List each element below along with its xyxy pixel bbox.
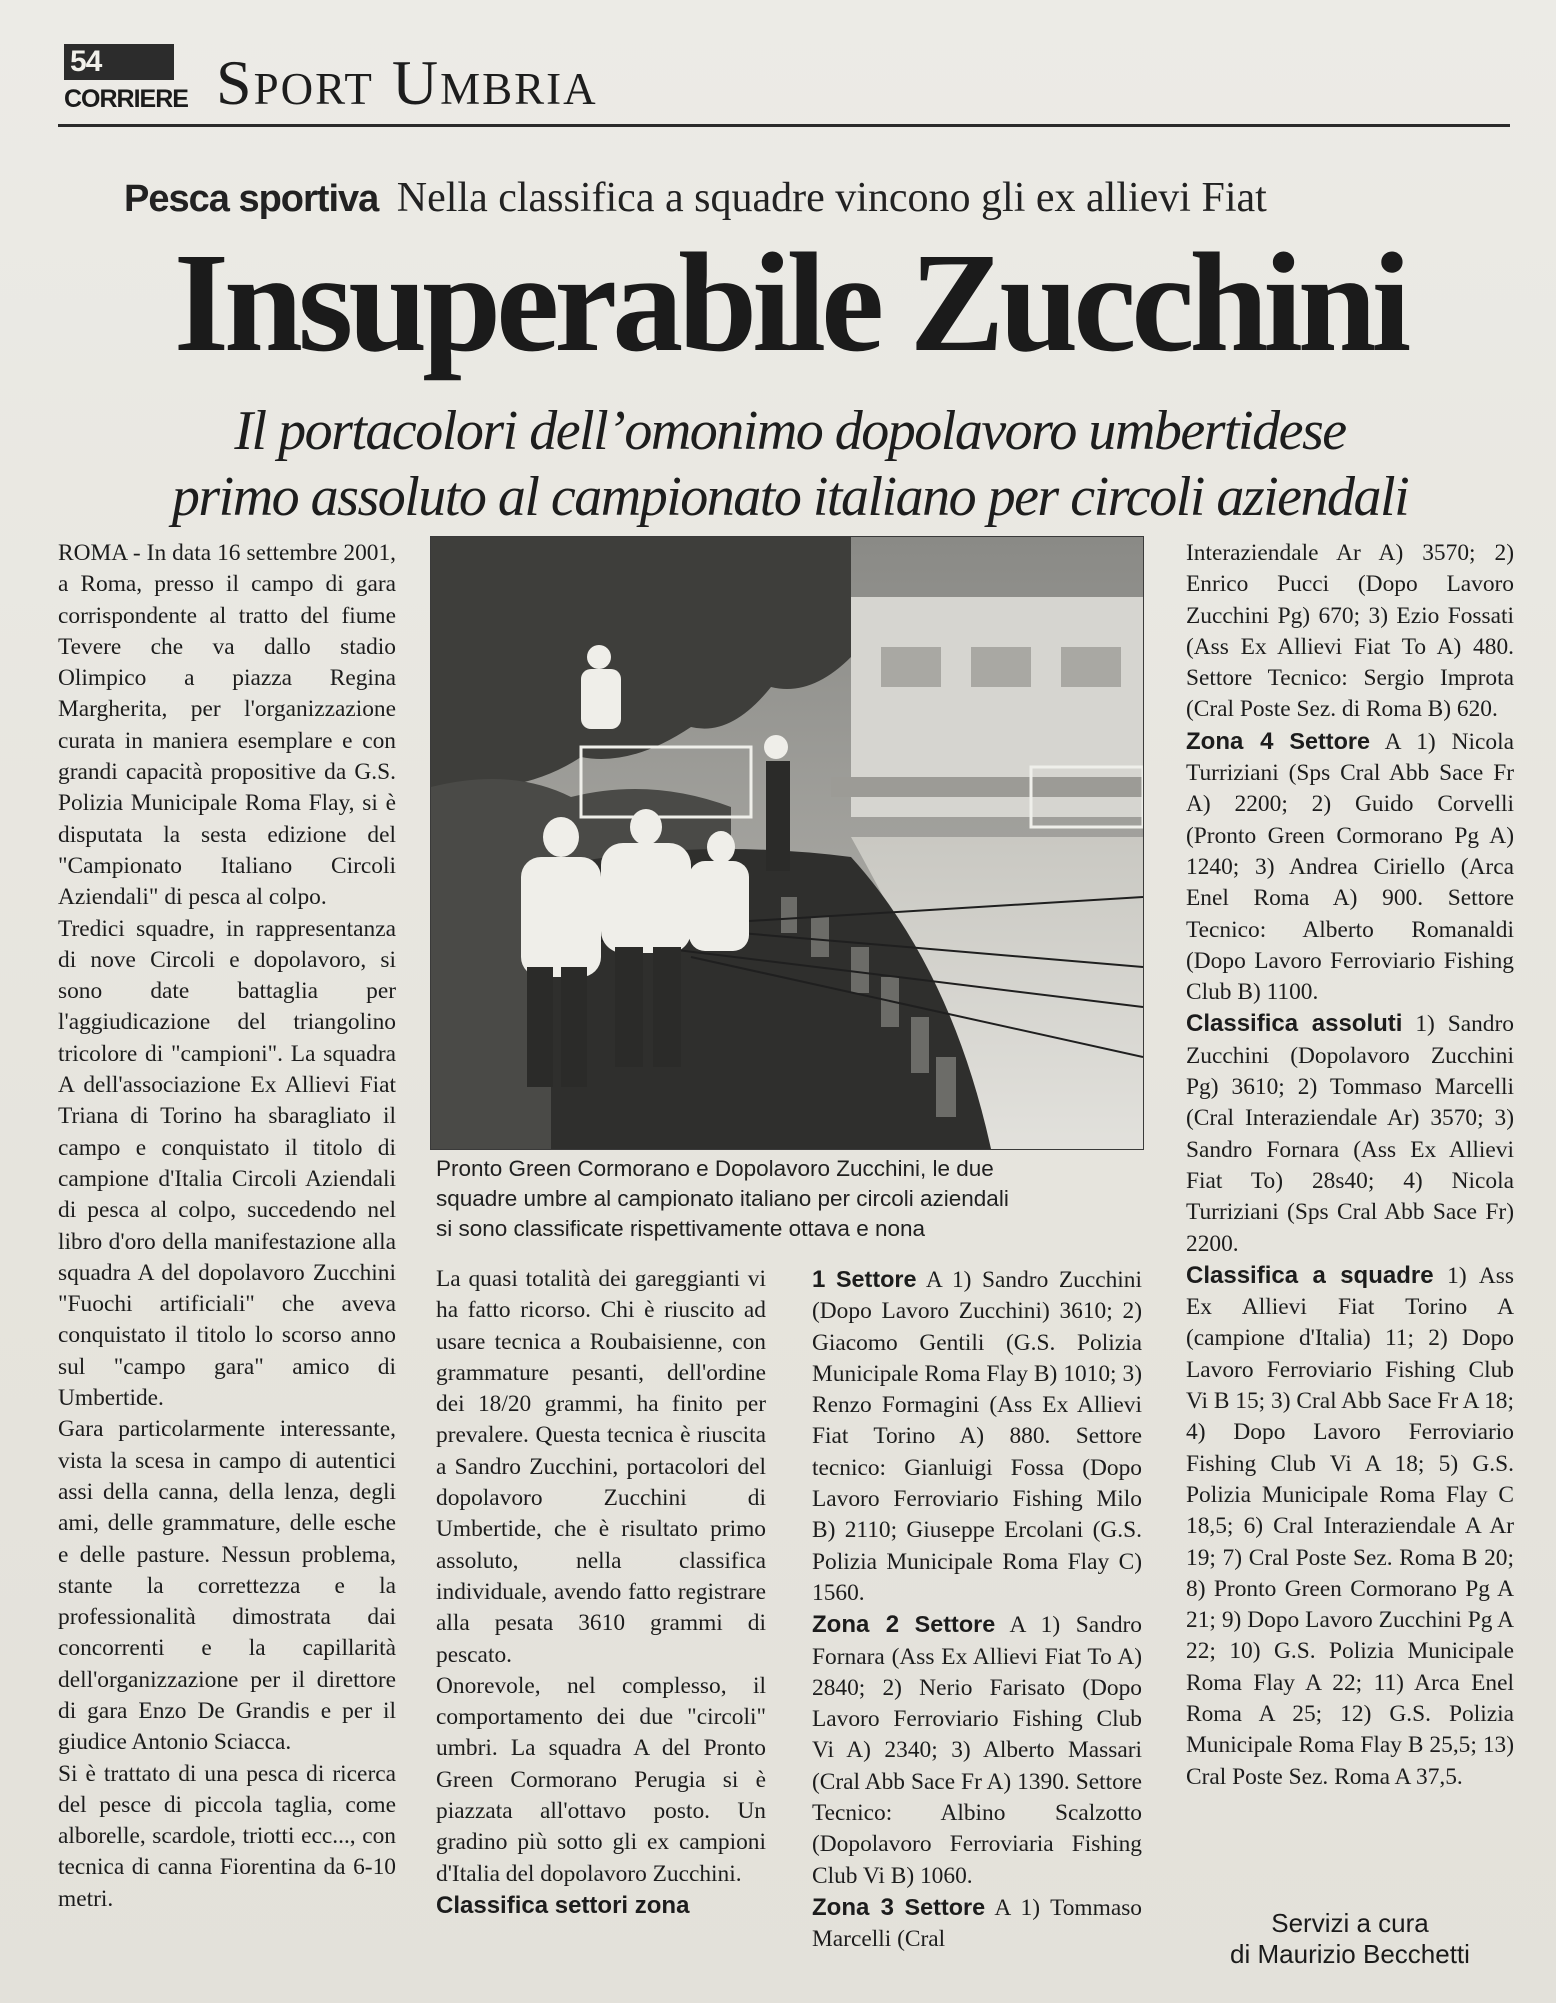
paragraph: La quasi totalità dei gareggianti vi ha fatto ricorso. Chi è riuscito ad usare tecnica a Roubaisienne, con grammature pesanti, dell'ordine dei 18/20 grammi, ha finito per prevalere. Questa tecnica è riuscita a Sandro Zucchini, portacolori del dopolavoro Zucchini di Umbertide, che è risultato primo assoluto, nella classifica individuale, avendo fatto registrare alla pesata 3610 grammi di pescato. <box>436 1266 766 1668</box>
kicker-label: Pesca sportiva <box>124 178 379 220</box>
results-text: A 1) Sandro Zucchini (Dopo Lavoro Zucchini) 3610; 2) Giacomo Gentili (G.S. Polizia Municipale Roma Flay B) 1010; 3) Renzo Formagini (Ass Ex Allievi Fiat Torino A) 880. Settore tecnico: Gianluigi Fossa (Dopo Lavoro Ferroviario Fishing Milo B) 2110; Giuseppe Ercolani (G.S. Polizia Municipale Roma Flay C) 1560. <box>812 1267 1142 1606</box>
newspaper-name: CORRIERE <box>64 85 188 113</box>
article-column-4 <box>1186 538 1514 1968</box>
results-text: 1) Sandro Zucchini (Dopolavoro Zucchini Pg) 3610; 2) Tommaso Marcelli (Cral Interaziendale Ar) 3570; 3) Sandro Fornara (Ass Ex Allievi Fiat To) 28s40; 4) Nicola Turriziani (Sps Cral Abb Sace Fr) 2200. <box>1186 1011 1514 1257</box>
paragraph: Gara particolarmente interessante, vista la scesa in campo di autentici assi della canna, della lenza, degli ami, delle grammature, delle esche e delle pasture. Nessun problema, stante la correttezza e la professionalità dimostrata dai concorrenti e la capillarità dell'organizzazione per il direttore di gara Enzo De Grandis e per il giudice Antonio Sciacca. <box>58 1416 396 1756</box>
ranking-label: Classifica assoluti <box>1186 1010 1403 1038</box>
paragraph: Interaziendale Ar A) 3570; 2) Enrico Pucci (Dopo Lavoro Zucchini Pg) 670; 3) Ezio Fossati (Ass Ex Allievi Fiat To A) 480. Settore Tecnico: Sergio Improta (Cral Poste Sez. di Roma B) 620. <box>1186 540 1514 723</box>
kicker <box>124 168 1454 228</box>
ranking-label: Classifica a squadre <box>1186 1261 1434 1289</box>
results-squadre <box>1186 1260 1514 1793</box>
masthead-rule <box>58 124 1510 127</box>
results-text: 1) Ass Ex Allievi Fiat Torino A (campione d'Italia) 11; 2) Dopo Lavoro Ferroviario Fishing Club Vi B 15; 3) Cral Abb Sace Fr A 18; 4) Dopo Lavoro Ferroviario Fishing Club Vi A 18; 5) G.S. Polizia Municipale Roma Flay C 18,5; 6) Cral Interaziendale A Ar 19; 7) Cral Poste Sez. Roma B 20; 8) Pronto Green Cormorano Pg A 21; 9) Dopo Lavoro Zucchini Pg A 22; 10) G.S. Polizia Municipale Roma Flay A 22; 11) Arca Enel Roma A 25; 12) G.S. Polizia Municipale Roma Flay B 25,5; 13) Cral Poste Sez. Roma A 37,5. <box>1186 1262 1515 1790</box>
results-assoluti <box>1186 1008 1514 1259</box>
caption-line-3: si sono classificate rispettivamente ottava e nona <box>436 1216 926 1241</box>
article-column-1 <box>58 538 396 1968</box>
settore-label: Settore <box>914 1611 996 1638</box>
section-title: Sport Umbria <box>216 47 598 118</box>
settore-label: Settore <box>1289 727 1370 754</box>
signoff-line-2: di Maurizio Becchetti <box>1230 1939 1470 1969</box>
byline-signoff <box>1186 1908 1514 1972</box>
masthead <box>58 44 1508 126</box>
paragraph: ROMA - In data 16 settembre 2001, a Roma, presso il campo di gara corrispondente al tratto del fiume Tevere che va dallo stadio Olimpico a piazza Regina Margherita, per l'organizzazione curata in maniera esemplare e con grandi capacità propositive da G.S. Polizia Municipale Roma Flay, si è disputata la sesta edizione del "Campionato Italiano Circoli Aziendali" di pesca al colpo. <box>58 540 396 911</box>
headline: Insuperabile Zucchini <box>173 223 1407 381</box>
zone-label: Zona 3 <box>812 1893 895 1921</box>
paragraph: Tredici squadre, in rappresentanza di nove Circoli e dopolavoro, si sono date battaglia per l'aggiudicazione del triangolino tricolore di "campioni". La squadra A dell'associazione Ex Allievi Fiat Triana di Torino ha sbaragliato il campo e conquistato il titolo di campione d'Italia Circoli Aziendali di pesca al colpo, succedendo nel libro d'oro della manifestazione alla squadra A del dopolavoro Zucchini "Fuochi artificiali" che aveva conquistato il titolo lo scorso anno sul "campo gara" amico di Umbertide. <box>58 915 396 1412</box>
photo-caption <box>436 1154 1148 1250</box>
results-zone-1 <box>812 1264 1142 1609</box>
settore-label: Settore <box>904 1893 986 1920</box>
subheadline-line-1: Il portacolori dell’omonimo dopolavoro umbertidese <box>234 400 1346 462</box>
zone-label: 1 <box>812 1266 826 1293</box>
settore-label: Settore <box>835 1266 917 1292</box>
subheadline <box>110 398 1470 538</box>
zone-label: Zona 4 <box>1186 727 1274 755</box>
zone-label: Zona 2 <box>812 1611 900 1639</box>
article-column-2 <box>436 1264 766 1968</box>
caption-line-2: squadre umbre al campionato italiano per circoli aziendali <box>436 1186 1009 1211</box>
subheadline-line-2: primo assoluto al campionato italiano per circoli aziendali <box>171 466 1409 528</box>
kicker-text: Nella classifica a squadre vincono gli ex allievi Fiat <box>396 175 1267 221</box>
article-column-3 <box>812 1264 1142 1968</box>
paragraph: Si è trattato di una pesca di ricerca del pesce di piccola taglia, come alborelle, scardole, triotti ecc..., con tecnica di canna Fiorentina da 6-10 metri. <box>58 1760 396 1912</box>
fishing-scene-image <box>431 537 1143 1149</box>
article-photo <box>430 536 1144 1150</box>
subsection-heading: Classifica settori zona <box>436 1891 690 1919</box>
page-number: 54 <box>64 44 174 80</box>
results-text: A 1) Nicola Turriziani (Sps Cral Abb Sace Fr A) 2200; 2) Guido Corvelli (Pronto Green Cormorano Pg A) 1240; 3) Andrea Ciriello (Arca Enel Roma A) 900. Settore Tecnico: Alberto Romanaldi (Dopo Lavoro Ferroviario Fishing Club B) 1100. <box>1186 728 1515 1006</box>
results-zone-2 <box>812 1609 1142 1892</box>
paragraph: Onorevole, nel complesso, il comportamento dei due "circoli" umbri. La squadra A del Pronto Green Cormorano Perugia si è piazzata all'ottavo posto. Un gradino più sotto gli ex campioni d'Italia del dopolavoro Zucchini. <box>436 1672 766 1887</box>
results-text: A 1) Tommaso Marcelli (Cral <box>812 1894 1142 1953</box>
signoff-line-1: Servizi a cura <box>1271 1908 1429 1938</box>
caption-line-1: Pronto Green Cormorano e Dopolavoro Zucchini, le due <box>436 1156 994 1181</box>
results-zone-3 <box>812 1892 1142 1956</box>
page-badge <box>58 44 188 114</box>
results-text: A 1) Sandro Fornara (Ass Ex Allievi Fiat To A) 2840; 2) Nerio Farisato (Dopo Lavoro Ferroviario Fishing Club Vi A) 2340; 3) Alberto Massari (Cral Abb Sace Fr A) 1390. Settore Tecnico: Albino Scalzotto (Dopolavoro Ferroviaria Fishing Club Vi B) 1060. <box>812 1612 1142 1889</box>
results-zone-4 <box>1186 726 1514 1009</box>
